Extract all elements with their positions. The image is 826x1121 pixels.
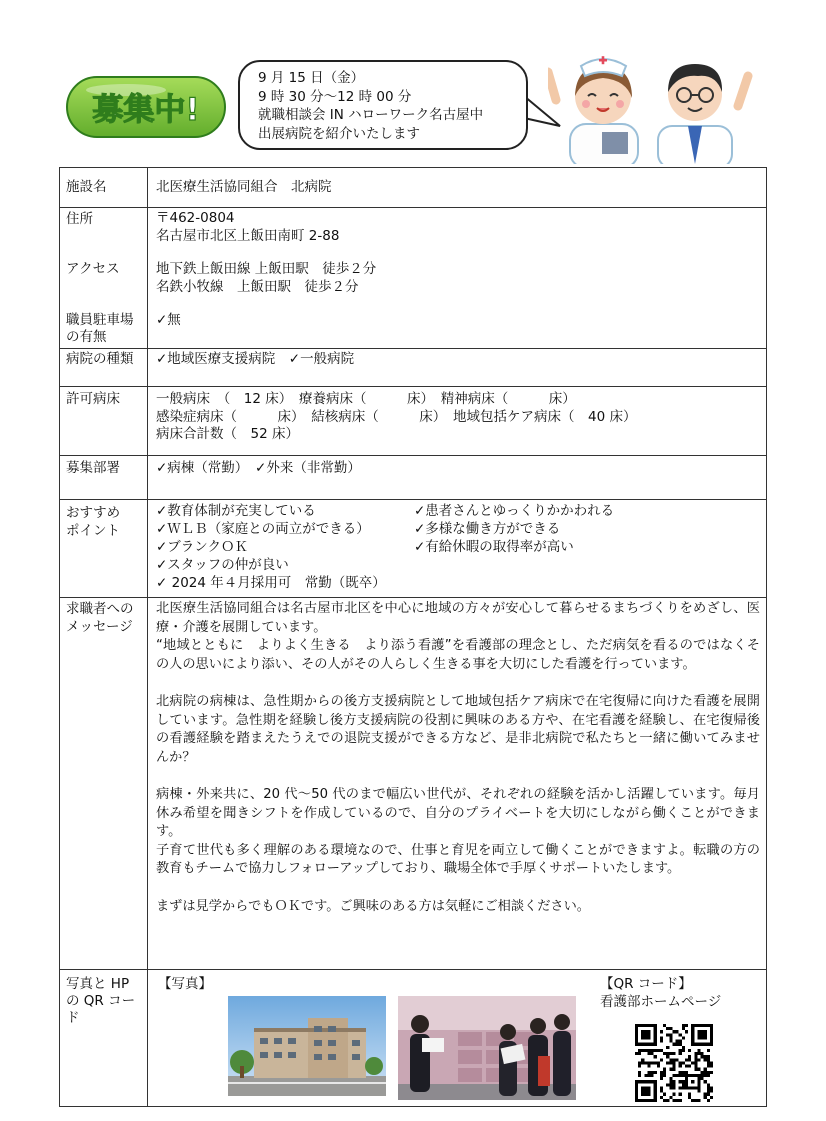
qr-caption: 看護部ホームページ (600, 994, 722, 1010)
row-facility (60, 168, 766, 208)
address-label: 住所 (66, 211, 93, 227)
beds-line-1: 一般病床 （ 12 床） 療養病床（ 床） 精神病床（ 床） (156, 391, 576, 407)
row-message (60, 598, 766, 970)
nursing-staff-photo (398, 996, 576, 1100)
departments-label: 募集部署 (60, 456, 148, 499)
homepage-qr-code[interactable] (635, 1024, 713, 1102)
event-note: 出展病院を紹介いたします (258, 125, 420, 142)
point-left-1: ✓教育体制が充実している (156, 503, 316, 519)
photos-label-1: 写真と HP (66, 976, 130, 992)
point-left-4: ✓スタッフの仲が良い (156, 557, 289, 573)
photo-heading: 【写真】 (158, 976, 212, 992)
hospital-type-label: 病院の種類 (60, 349, 148, 386)
access-subway: 地下鉄上飯田線 上飯田駅 徒歩２分 (156, 261, 377, 277)
photos-label-3: ド (66, 1010, 80, 1026)
photos-label-2: の QR コー (66, 993, 136, 1009)
message-body (156, 600, 760, 916)
points-label-1: おすすめ (66, 505, 121, 521)
message-paragraph-3: 北病院の病棟は、急性期からの後方支援病院として地域包括ケア病床で在宅復帰に向けた看護を展開しています。急性期を経験し後方支援病院の役割に興味のある方や、在宅看護を経験し、在宅復帰後の看護経験を踏まえたうえでの退院支援ができる方など、是非北病院で私たちと一緒に働いてみませんか？ (156, 693, 760, 765)
facility-name: 北医療生活協同組合 北病院 (156, 179, 332, 195)
event-venue: 就職相談会 IN ハローワーク名古屋中 (258, 107, 484, 123)
event-speech-bubble (238, 60, 528, 150)
point-left-3: ✓ブランクＯＫ (156, 539, 249, 555)
staff-illustration (548, 52, 753, 164)
recruiting-badge (66, 76, 226, 138)
row-photos (60, 970, 766, 1106)
parking-value: ✓無 (156, 312, 181, 328)
message-paragraph-2: “地域とともに よりよく生きる より添う看護”を看護部の理念とし、ただ病気を看るのではなくその人の思いにより添い、その人がその人らしく生きる事を大切にした看護を行っています。 (156, 638, 760, 672)
points-label-2: ポイント (66, 523, 120, 539)
job-info-table (59, 167, 767, 1107)
beds-total: 病床合計数（ 52 床） (156, 426, 299, 442)
point-right-2: ✓多様な働き方ができる (414, 521, 561, 537)
row-points (60, 500, 766, 598)
qr-heading: 【QR コード】 (600, 976, 692, 992)
access-label: アクセス (66, 261, 120, 277)
departments-value: ✓病棟（常勤） ✓外来（非常勤） (156, 460, 361, 476)
row-departments (60, 456, 766, 500)
hospital-type-value: ✓地域医療支援病院 ✓一般病院 (156, 351, 355, 367)
row-beds (60, 387, 766, 456)
point-left-2: ✓ＷＬＢ（家庭との両立ができる） (156, 521, 370, 537)
badge-text: 募集中! (92, 92, 200, 128)
postal-code: 〒462-0804 (156, 210, 235, 226)
street-address: 名古屋市北区上飯田南町 2-88 (156, 228, 340, 244)
row-hospital-type (60, 349, 766, 387)
message-label-2: メッセージ (66, 619, 133, 635)
message-paragraph-6: まずは見学からでもＯＫです。ご興味のある方は気軽にご相談ください。 (156, 898, 590, 914)
event-date: 9 月 15 日（金） (258, 70, 365, 86)
parking-label-1: 職員駐車場 (66, 312, 134, 328)
row-address (60, 208, 766, 349)
message-label-1: 求職者への (66, 601, 134, 617)
parking-label-2: の有無 (66, 329, 107, 345)
point-right-3: ✓有給休暇の取得率が高い (414, 539, 574, 555)
event-time: 9 時 30 分〜12 時 00 分 (258, 88, 412, 105)
doctor-icon (658, 64, 748, 164)
hospital-building-photo (228, 996, 386, 1096)
message-paragraph-4: 病棟・外来共に、20 代〜50 代のまで幅広い世代が、それぞれの経験を活かし活躍しています。毎月休み希望を聞きシフトを作成しているので、自分のプライベートを大切にしながら働くことができます。 (156, 786, 760, 840)
message-paragraph-1: 北医療生活協同組合は名古屋市北区を中心に地域の方々が安心して暮らせるまちづくりをめざし、医療・介護を展開しています。 (156, 601, 760, 635)
beds-label: 許可病床 (60, 387, 148, 455)
point-left-5: ✓ 2024 年４月採用可 常勤（既卒） (156, 575, 386, 591)
point-right-1: ✓患者さんとゆっくりかかわれる (414, 503, 615, 519)
nurse-icon (548, 56, 638, 164)
facility-label: 施設名 (60, 168, 148, 207)
message-paragraph-5: 子育て世代も多く理解のある環境なので、仕事と育児を両立して働くことができますよ。転職の方の教育もチームで協力しフォローアップしており、職場全体で手厚くサポートいたします。 (156, 842, 760, 877)
beds-line-2: 感染症病床（ 床） 結核病床（ 床） 地域包括ケア病床（ 40 床） (156, 408, 637, 425)
access-meitetsu: 名鉄小牧線 上飯田駅 徒歩２分 (156, 279, 359, 295)
